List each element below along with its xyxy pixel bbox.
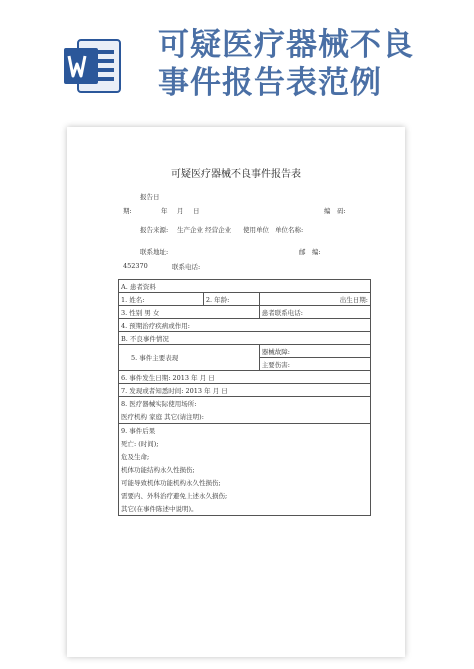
table-row (119, 345, 371, 358)
table-row (119, 397, 371, 411)
table-row (119, 280, 371, 293)
table-row (119, 450, 371, 463)
age-cell: 2. 年龄: (203, 293, 259, 306)
table-row (119, 384, 371, 397)
table-row (119, 319, 371, 332)
death-cell: 死亡: (时间); (119, 437, 371, 450)
name-cell: 1. 姓名: (119, 293, 204, 306)
usage-place-cell: 8. 医疗器械实际使用场所: (119, 397, 371, 411)
table-row (119, 306, 371, 319)
banner (0, 0, 474, 120)
table-row (119, 293, 371, 306)
period-label: 期: (123, 207, 132, 215)
life-threat-cell: 危及生命; (119, 450, 371, 463)
address-label: 联系地址: (140, 248, 169, 256)
main-injury-cell: 主要伤害: (259, 358, 370, 371)
table-row (119, 332, 371, 345)
banner-title-line-1: 可疑医疗器械不良 (158, 27, 414, 63)
other-consequence-cell: 其它(在事件陈述中说明)。 (119, 502, 371, 516)
source-options: 生产企业 经营企业 (177, 226, 232, 234)
table-row (119, 410, 371, 424)
device-fault-cell: 器械故障: (259, 345, 370, 358)
phone-label: 联系电话: (172, 263, 201, 271)
event-date-cell: 6. 事件发生日期: 2013 年 月 日 (119, 371, 371, 384)
table-row (119, 476, 371, 489)
aware-date-cell: 7. 发现或者知悉时间: 2013 年 月 日 (119, 384, 371, 397)
section-b-header: B. 不良事件情况 (119, 332, 371, 345)
report-date-label: 报告日 (140, 193, 160, 201)
disease-cell: 4. 预期治疗疾病或作用: (119, 319, 371, 332)
table-row (119, 489, 371, 502)
day-label: 日 (193, 207, 200, 215)
report-form-table (118, 279, 371, 516)
source-label: 报告来源: (140, 226, 169, 234)
table-row (119, 424, 371, 438)
document-title: 可疑医疗器械不良事件报告表 (171, 169, 301, 180)
table-row (119, 371, 371, 384)
document-sheet (67, 127, 405, 657)
banner-title (158, 26, 458, 102)
event-manifest-cell: 5. 事件主要表现 (119, 345, 260, 371)
permanent-injury-cell: 机体功能结构永久性损伤; (119, 463, 371, 476)
birth-cell: 出生日期: (259, 293, 370, 306)
intervention-cell: 需要内、外科治疗避免上述永久损伤; (119, 489, 371, 502)
banner-title-line-2: 事件报告表范例 (158, 65, 382, 101)
table-row (119, 437, 371, 450)
month-label: 月 (177, 207, 184, 215)
table-row (119, 502, 371, 516)
postcode-label: 邮 编: (299, 248, 321, 256)
possible-injury-cell: 可能导致机体功能机构永久性损伤; (119, 476, 371, 489)
unit-name-label: 单位名称: (275, 226, 304, 234)
word-icon (60, 34, 124, 98)
patient-contact-cell: 患者联系电话: (259, 306, 370, 319)
gender-cell: 3. 性别 男 女 (119, 306, 260, 319)
section-a-header: A. 患者资料 (119, 280, 371, 293)
user-unit-option: 使用单位 (243, 226, 269, 234)
consequence-cell: 9. 事件后果 (119, 424, 371, 438)
table-row (119, 463, 371, 476)
year-label: 年 (161, 207, 168, 215)
phone-prefix: 452370 (123, 262, 148, 270)
usage-place-options-cell: 医疗机构 家庭 其它(请注明): (119, 410, 371, 424)
code-label: 编 码: (324, 207, 346, 215)
